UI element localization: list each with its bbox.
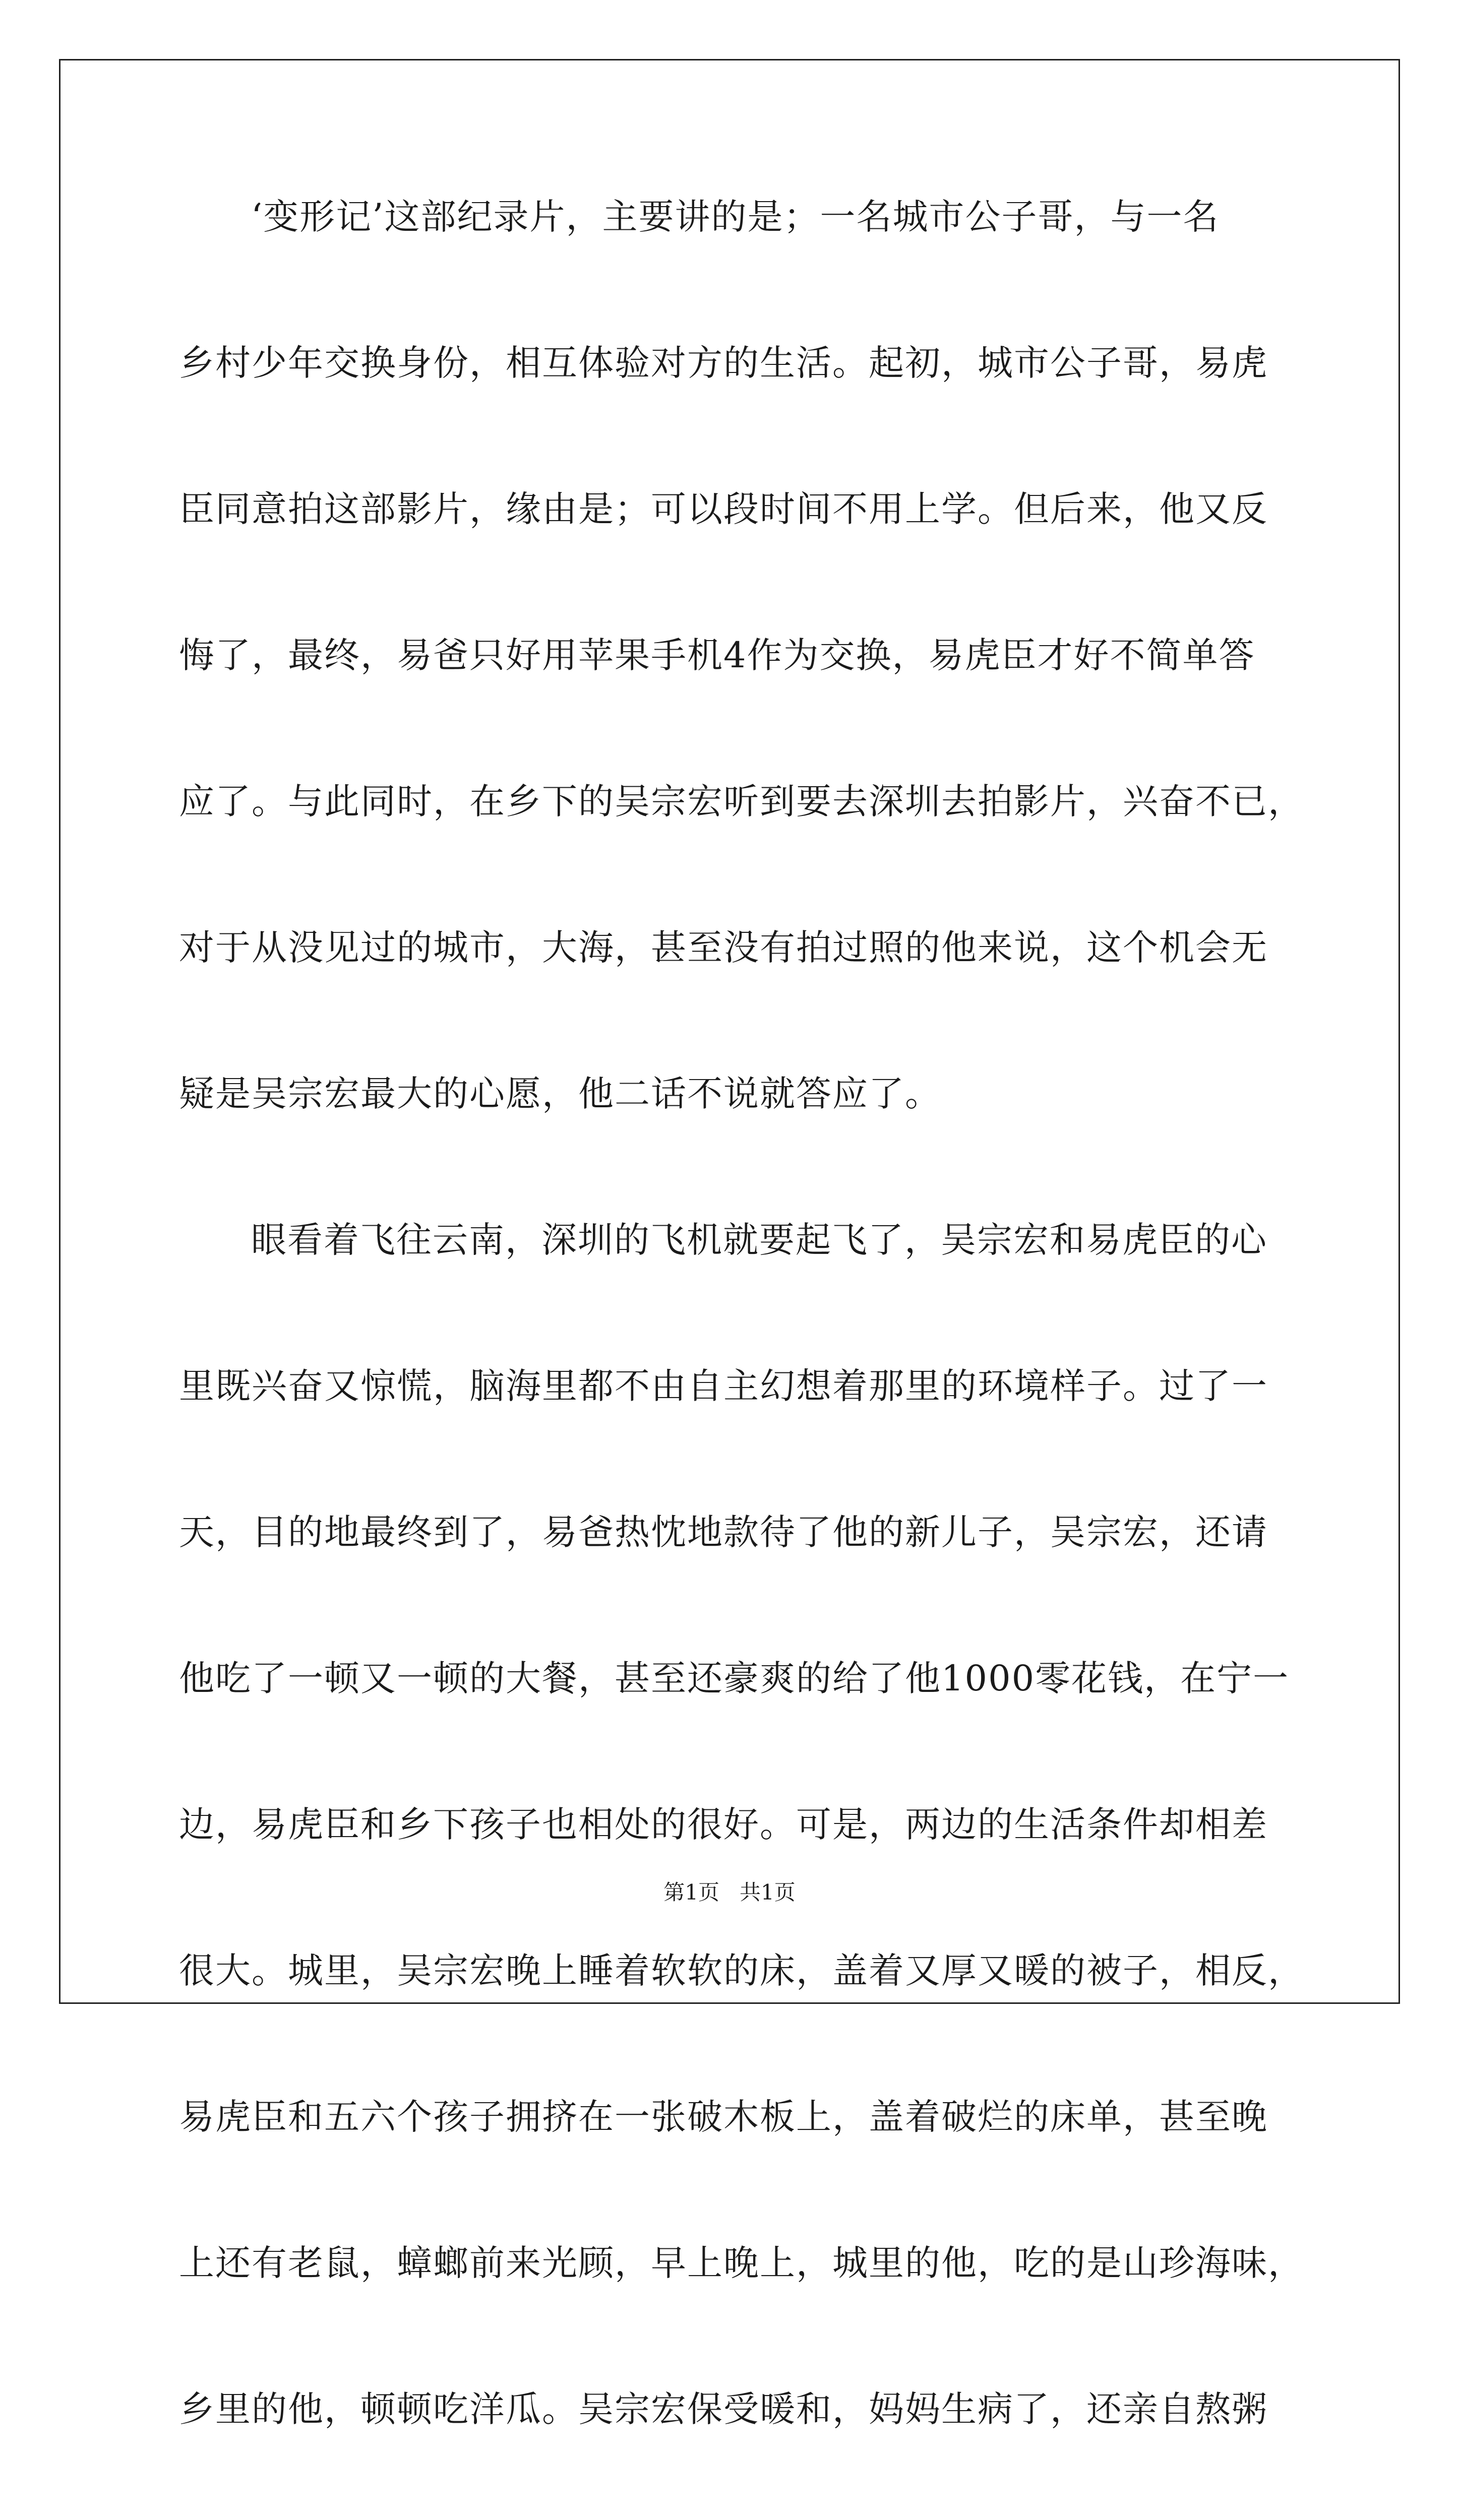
paragraph-1-line-7: 疑是吴宗宏最大的心愿，他二话不说就答应了。 (179, 1073, 941, 1114)
paragraph-1-line-5: 应了。与此同时，在乡下的吴宗宏听到要去深圳去拍影片，兴奋不已， (179, 781, 1304, 822)
paragraph-1-line-4: 悔了，最终，易爸只好用苹果手机4作为交换，易虎臣才好不简单答 (179, 635, 1255, 676)
paragraph-2-line-1: 眼看着飞往云南，深圳的飞机就要起飞了，吴宗宏和易虎臣的心 (251, 1219, 1267, 1261)
paragraph-2-line-6: 很大。城里，吴宗宏晚上睡着软软的床，盖着又厚又暖的被子，相反， (179, 1950, 1304, 1991)
paragraph-1-line-6: 对于从没见过的城市，大海，甚至没有拍过照的他来说，这个机会无 (179, 927, 1268, 968)
paragraph-2-line-2: 里既兴奋又惊慌，脑海里都不由自主幻想着那里的环境样子。过了一 (179, 1365, 1268, 1407)
paragraph-2-line-7: 易虎臣和五六个孩子拥挤在一张破木板上，盖着破烂的床单，甚至晚 (179, 2096, 1268, 2137)
paragraph-2-line-3: 天，目的地最终到了，易爸热忱地款待了他的新儿子，吴宗宏，还请 (179, 1511, 1268, 1553)
paragraph-2-line-5: 边，易虎臣和乡下孩子也相处的很好。可是，两边的生活条件却相差 (179, 1804, 1268, 1845)
paragraph-1-line-3: 臣同意拍这部影片，缘由是；可以段时间不用上学。但后来，他又反 (179, 488, 1268, 530)
paragraph-2-line-4: 他吃了一顿又一顿的大餐，甚至还豪爽的给了他1000零花钱，在宁一 (179, 1658, 1290, 1699)
paragraph-1-line-2: 乡村少年交换身份，相互体验对方的生活。起初，城市公子哥，易虎 (179, 342, 1268, 384)
paragraph-1-line-1: ‘变形记’这部纪录片，主要讲的是；一名城市公子哥，与一名 (251, 196, 1220, 237)
paragraph-2-line-9: 乡里的他，顿顿吃洋瓜。吴宗宏保受暖和，妈妈生病了，还亲自熬粥 (179, 2388, 1268, 2430)
page-number-footer: 第1页 共1页 (663, 1880, 796, 1905)
paragraph-2-line-8: 上还有老鼠，蟑螂前来光顾，早上晚上，城里的他，吃的是山珍海味， (179, 2242, 1304, 2284)
document-body (179, 196, 1304, 2520)
